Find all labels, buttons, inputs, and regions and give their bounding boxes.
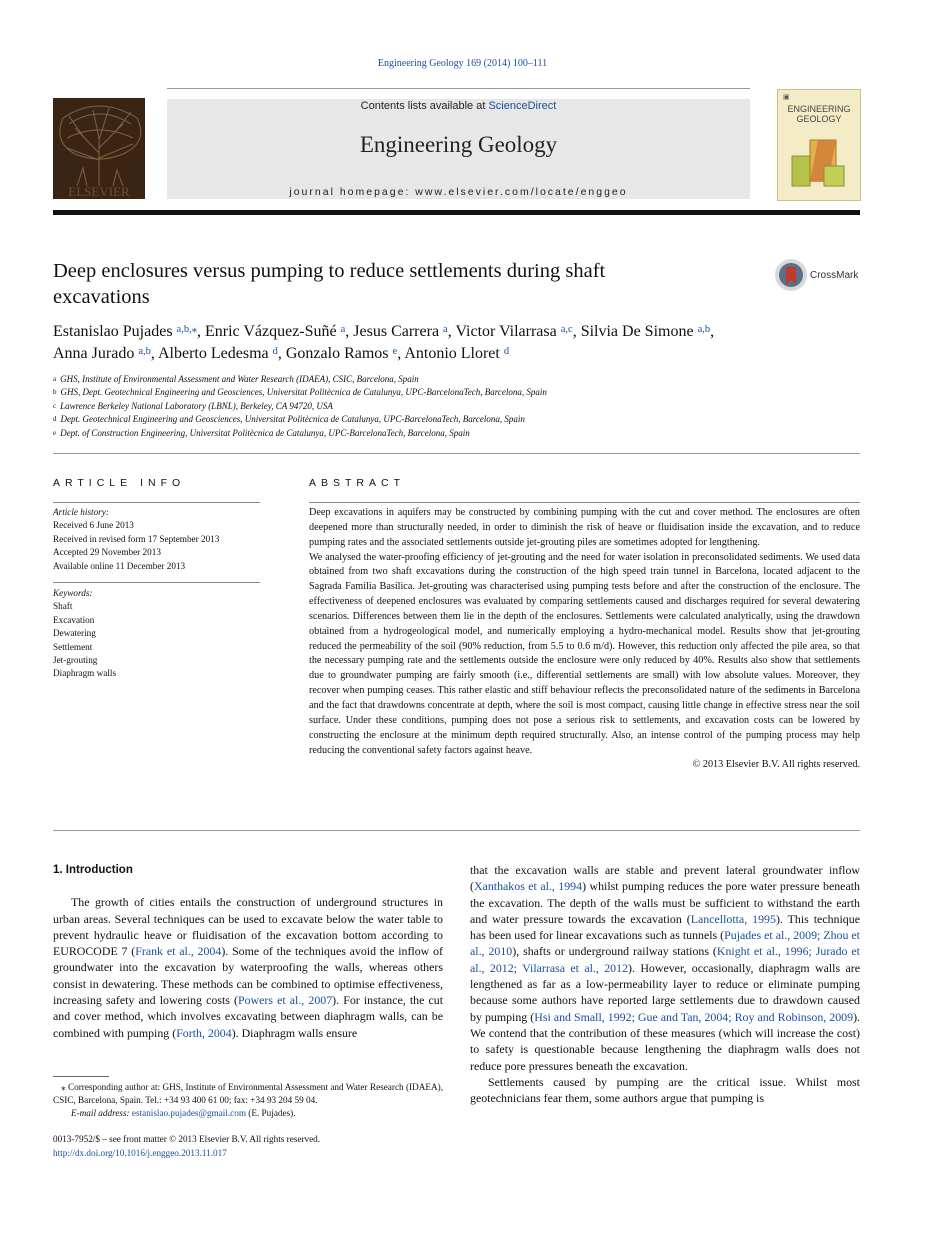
citation-link[interactable]: Pujades et al., 2009; Zhou et al., 2010 (470, 928, 860, 959)
text-span: ). We contend that the contribution of these measures (which will increase the cost) to safety is questionable because lengthening the diaphragm walls does not reduce pore pressures beneath the excavation. (470, 1009, 861, 1073)
text-span: The growth of cities entails the construction of underground structures in urban areas. Several techniques can be used to excavate below the water table to prevent hydraulic heave or fluidisation of the excavation bottom according to EUROCODE 7 ( (53, 895, 443, 959)
journal-name: Engineering Geology (359, 132, 558, 157)
corresponding-author-star[interactable]: ⁎ (191, 324, 197, 335)
keyword-item: Settlement (53, 641, 93, 652)
text-span: that the excavation walls are stable and prevent lateral groundwater inflow ( (470, 863, 860, 894)
author-name[interactable]: Victor Vilarrasa (455, 323, 557, 340)
body-paragraph (470, 862, 860, 1074)
citation-link[interactable]: Hsi and Small, 1992; Gue and Tan, 2004; Roy and Robinson, 2009 (534, 1009, 854, 1024)
history-item: Accepted 29 November 2013 (53, 547, 161, 558)
author-affiliation-marker[interactable]: d (272, 346, 278, 357)
author-separator: , (277, 345, 286, 362)
author-affiliation-marker[interactable]: e (392, 346, 398, 357)
author-separator: , (345, 323, 354, 340)
abstract-paragraph: Deep excavations in aquifers may be constructed by combining pumping with the cut and cover method. The enclosures are often deepened more than structurally needed, in order to diminish the risk of heave or fluidisation inside the excavation, and to reduce pumping rates and the associated settlements outside jet-grouting piles are sometimes adopted for lengthening. (309, 507, 860, 548)
cover-title: ENGINEERING GEOLOGY (787, 104, 851, 124)
author-name[interactable]: Estanislao Pujades (53, 323, 173, 340)
body-column-right (470, 862, 860, 1106)
citation-link[interactable]: Powers et al., 2007 (237, 993, 333, 1008)
affiliation-key: b (53, 388, 57, 397)
history-item: Received in revised form 17 September 2013 (53, 533, 220, 544)
copyright-notice: © 2013 Elsevier B.V. All rights reserved. (692, 759, 860, 771)
abstract-heading: ABSTRACT (309, 477, 406, 489)
citation-link[interactable]: Knight et al., 1996; Jurado et al., 2012; Vilarrasa et al., 2012 (470, 944, 860, 975)
author-affiliation-marker[interactable]: a,c (560, 324, 573, 335)
footnote-star: ⁎ (61, 1082, 66, 1092)
history-item: Received 6 June 2013 (53, 520, 134, 531)
text-span: ). For instance, the cut and cover method, which involves excavating between diaphragm walls, can be combined with pumping ( (53, 993, 444, 1040)
citation-link[interactable]: Xanthakos et al., 1994 (473, 879, 583, 894)
citation-link[interactable]: Lancellotta, 1995 (690, 911, 776, 926)
body-column-left (53, 862, 443, 1041)
cover-mark: ▣ (783, 94, 790, 101)
doi-link[interactable]: http://dx.doi.org/10.1016/j.enggeo.2013.11.017 (53, 1147, 227, 1158)
affiliation-key: d (53, 415, 57, 424)
author-affiliation-marker[interactable]: a (443, 324, 448, 335)
affiliation-item (53, 386, 873, 399)
header-thick-rule (53, 210, 860, 215)
affiliation-text: Lawrence Berkeley National Laboratory (LBNL), Berkeley, CA 94720, USA (60, 400, 333, 411)
history-item: Available online 11 December 2013 (53, 560, 186, 571)
affiliation-item (53, 373, 873, 386)
keyword-item: Excavation (53, 614, 95, 625)
author-separator: , (572, 323, 581, 340)
author-separator: , (447, 323, 456, 340)
footnote-text: Corresponding author at: GHS, Institute of Environmental Assessment and Water Research (IDAEA), CSIC, Barcelona, Spain. Tel.: +34 93 400 61 00; fax: +34 93 204 59 04. (53, 1082, 443, 1105)
corresponding-author-footnote (53, 1081, 443, 1120)
keywords-label: Keywords: (53, 588, 93, 598)
affiliation-text: Dept. of Construction Engineering, Universitat Politècnica de Catalunya, UPC-BarcelonaTech, Barcelona, Spain (60, 427, 470, 438)
author-name[interactable]: Anna Jurado (53, 345, 135, 362)
abstract-rule (309, 502, 860, 503)
author-name[interactable]: Enric Vázquez-Suñé (204, 323, 337, 340)
keyword-item: Shaft (53, 601, 73, 612)
history-label: Article history: (53, 507, 109, 517)
section-heading-introduction: 1. Introduction (53, 864, 133, 876)
author-affiliation-marker[interactable]: a,b (138, 346, 151, 357)
elsevier-tree-icon (53, 98, 145, 199)
crossmark-label[interactable]: CrossMark (810, 270, 859, 281)
keyword-item: Jet-grouting (53, 655, 98, 666)
author-separator: , (150, 345, 158, 362)
abstract-paragraph: We analysed the water-proofing efficiency of jet-grouting and the need for water isolation in preconsolidated sediments. We used data obtained from two shaft excavations during the construction of the high speed train tunnel in Barcelona, located adjacent to the Sagrada Familia Basilica. Jet-grouting was characterised using pumping tests before and after the construction of the enclosure. The effectiveness of deepened enclosures was evaluated by comparing settlements caused and discharges required for several dewatering scenarios. Differences between them lie in the depth of the enclosures. Settlements were calculated analytically, using the drawdown obtained from a hydrogeological model, and numerically employing a hydro-mechanical model. Results show that jet-grouting reduced the permeability of the soil (90% reduction, from 5.5 to 0.6 m/d). However, this reduction only affected the pile area, so that the necessary pumping rate and the settlements outside the enclosure were only reduced by 40%. Results also show that settlements due to groundwater pumping are fairly smooth (i.e., differential settlements are small) with low absolute values. Moreover, they recover when pumping ceases. This rather elastic and stiff behaviour reflects the preconsolidated nature of the sediments in Barcelona and the fact that drawdowns concentrate at depth, where the soil is most compact, causing little change in effective stress near the soil surface. Under these conditions, pumping does not pose a serious risk to settlements, and excavation costs can be lowered by constructing the enclosure at the minimum depth required structurally. Also, an intense control of the pumping process may help reducing the conventional safety factors against heave. (309, 551, 860, 756)
affiliation-text: GHS, Institute of Environmental Assessment and Water Research (IDAEA), CSIC, Barcelona, Spain (60, 374, 419, 384)
citation-link[interactable]: Frank et al., 2004 (135, 944, 222, 959)
abstract-body (309, 506, 860, 773)
author-separator: , (196, 323, 205, 340)
text-span: ). Some of the techniques avoid the inflow of groundwater into the excavation by waterproofing the walls, whereas others consist in dewatering. These methods can be combined to optimise effectiveness, increasing safety and lowering costs ( (53, 944, 443, 1008)
keyword-item: Dewatering (53, 628, 96, 639)
affiliation-key: c (53, 401, 57, 410)
abstract-bottom-rule (53, 830, 860, 831)
keyword-item: Diaphragm walls (53, 668, 117, 679)
affiliation-text: Dept. Geotechnical Engineering and Geosciences, Universitat Politècnica de Catalunya, UPC-BarcelonaTech, Barcelona, Spain (60, 414, 525, 425)
affiliation-item (53, 427, 873, 440)
affiliation-key: a (53, 375, 57, 383)
footnote-rule (53, 1076, 109, 1077)
citation-link[interactable]: Forth, 2004 (176, 1025, 232, 1040)
keywords-rule (53, 582, 260, 583)
author-affiliation-marker[interactable]: a,b (697, 324, 711, 335)
body-paragraph (53, 894, 443, 1041)
journal-homepage-link[interactable]: journal homepage: www.elsevier.com/locate/enggeo (289, 186, 628, 198)
email-suffix: (E. Pujades). (246, 1108, 296, 1118)
text-span: ), shafts or underground railway stations ( (512, 944, 717, 959)
journal-reference-link[interactable]: Engineering Geology 169 (2014) 100–111 (377, 58, 548, 69)
email-label: E-mail address: (71, 1108, 132, 1118)
article-title: Deep enclosures versus pumping to reduce settlements during shaft excavations (53, 260, 606, 308)
author-name[interactable]: Jesus Carrera (353, 323, 440, 340)
author-affiliation-marker[interactable]: a,b, (176, 324, 192, 335)
affiliation-list (53, 373, 873, 440)
issn-line: 0013-7952/$ – see front matter © 2013 Elsevier B.V. All rights reserved. (53, 1134, 321, 1144)
affiliation-key: e (53, 428, 57, 437)
affiliation-rule (53, 453, 860, 454)
author-name[interactable]: Silvia De Simone (580, 323, 694, 340)
front-matter-info (53, 1133, 443, 1160)
sciencedirect-link[interactable]: ScienceDirect (488, 100, 557, 112)
keywords (53, 587, 260, 681)
author-name[interactable]: Antonio Lloret (404, 345, 500, 362)
author-email-link[interactable]: estanislao.pujades@gmail.com (131, 1108, 246, 1118)
elsevier-logo (53, 98, 145, 199)
text-span: ). This technique has been used for linear excavations such as tunnels ( (470, 911, 860, 943)
affiliation-item (53, 413, 873, 426)
text-span: ). However, occasionally, diaphragm walls are lengthened as far as a low-permeability layer to reduce or eliminate pumping because some authors have reported large settlements due to drawdown caused by pumping ( (470, 960, 861, 1024)
text-span: ). Diaphragm walls ensure (231, 1025, 358, 1040)
author-name[interactable]: Gonzalo Ramos (285, 345, 389, 362)
journal-cover-image (777, 89, 861, 201)
elsevier-wordmark: ELSEVIER (68, 184, 130, 199)
affiliation-text: GHS, Dept. Geotechnical Engineering and Geosciences, Universitat Politècnica de Catalunya, UPC-BarcelonaTech, Barcelona, Spain (60, 387, 547, 398)
article-history (53, 506, 260, 573)
author-affiliation-marker[interactable]: a (340, 324, 346, 335)
contents-line (167, 100, 750, 112)
author-name[interactable]: Alberto Ledesma (157, 345, 269, 362)
author-affiliation-marker[interactable]: d (503, 346, 510, 357)
author-separator: , (397, 345, 405, 362)
article-info-heading: ARTICLE INFO (53, 477, 186, 489)
contents-prefix: Contents lists available at (360, 100, 489, 112)
author-list (53, 321, 873, 365)
cover-illustration-icon (788, 130, 850, 192)
top-rule (167, 88, 750, 89)
affiliation-item (53, 400, 873, 413)
body-paragraph: Settlements caused by pumping are the critical issue. Whilst most geotechnicians fear them, some authors argue that pumping is (470, 1074, 860, 1106)
author-separator: , (710, 323, 715, 340)
article-info-rule (53, 502, 260, 503)
text-span: ) whilst pumping reduces the pore water pressure beneath the excavation. The depth of the walls must be sufficient to withstand the earth and water pressure towards the excavation ( (470, 879, 860, 926)
